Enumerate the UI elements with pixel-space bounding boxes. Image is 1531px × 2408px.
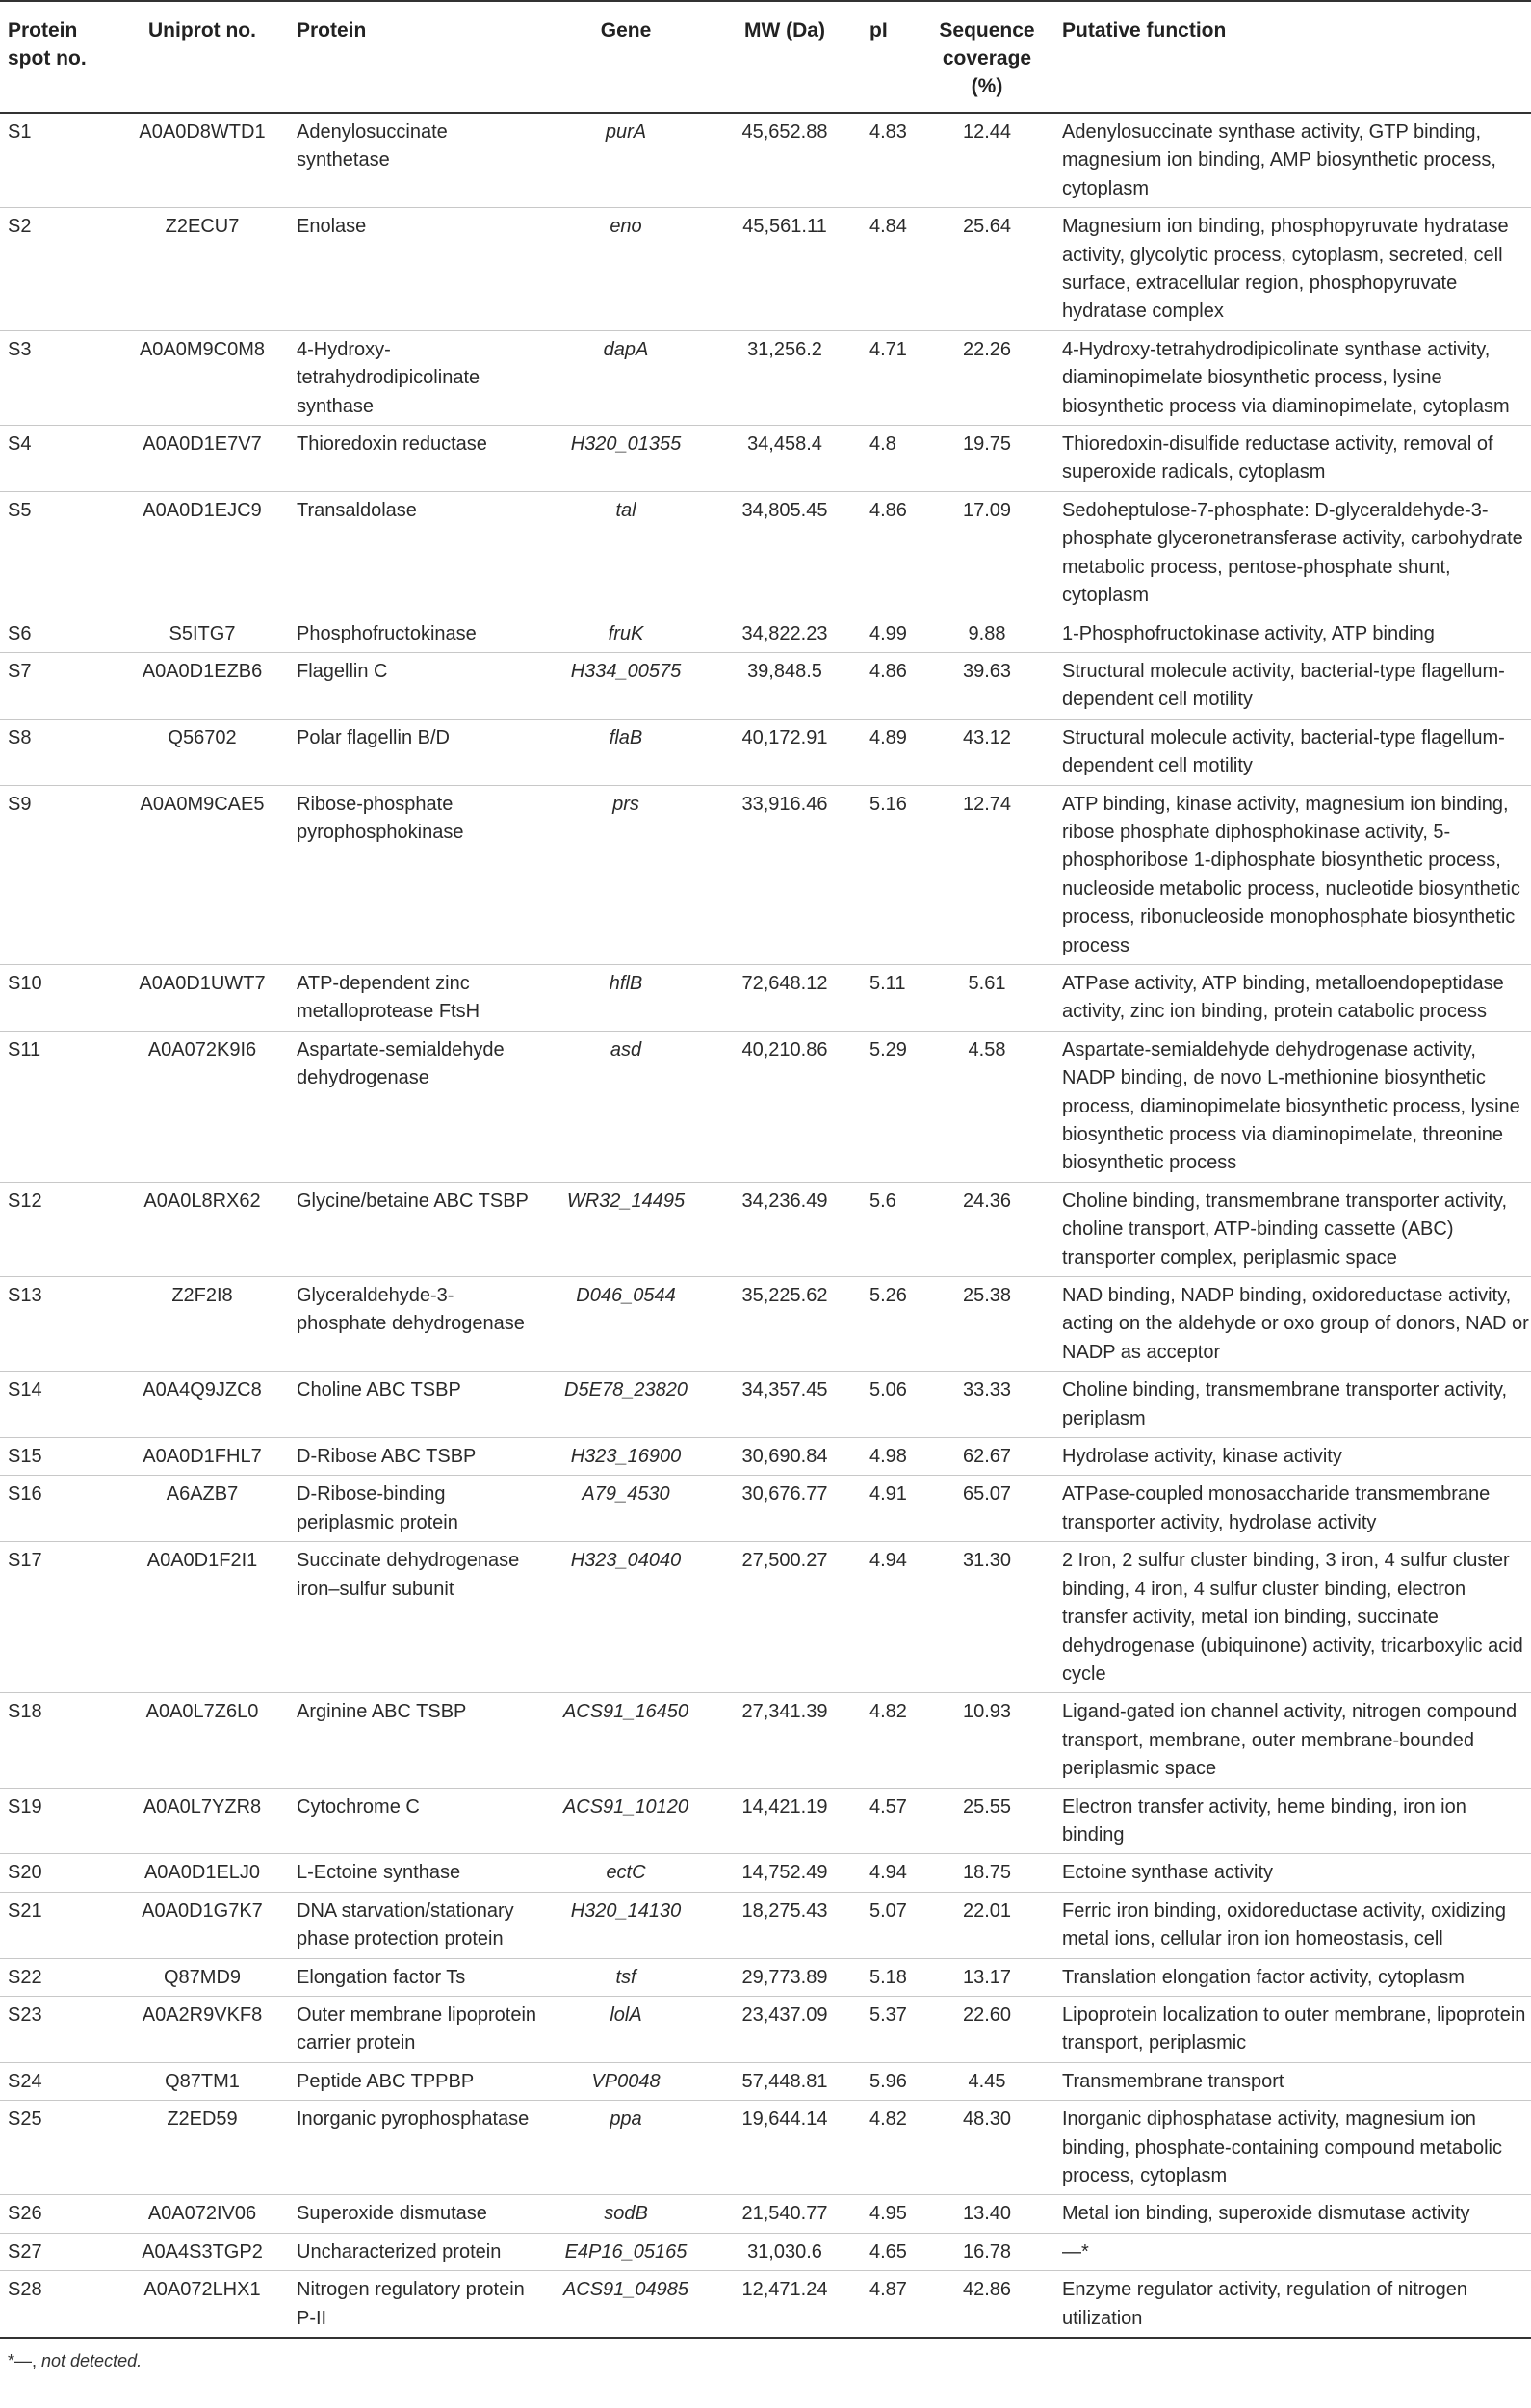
cell-coverage: 65.07 — [920, 1476, 1054, 1542]
cell-mw: 40,172.91 — [708, 719, 862, 785]
cell-protein: Superoxide dismutase — [289, 2195, 544, 2233]
cell-gene: H320_01355 — [544, 426, 708, 492]
cell-function: ATP binding, kinase activity, magnesium ion binding, ribose phosphate diphosphokinase activity, 5-phosphoribose 1-diphosphate biosynthetic process, nucleoside metabolic process, nucleotide biosynthetic process, ribonucleoside monophosphate biosynthetic process — [1054, 785, 1531, 964]
cell-coverage: 39.63 — [920, 652, 1054, 719]
cell-mw: 12,471.24 — [708, 2271, 862, 2338]
cell-coverage: 48.30 — [920, 2101, 1054, 2195]
cell-uniprot: Q56702 — [116, 719, 289, 785]
table-row — [0, 719, 1531, 785]
cell-function: Translation elongation factor activity, cytoplasm — [1054, 1958, 1531, 1996]
cell-coverage: 24.36 — [920, 1182, 1054, 1276]
table-row — [0, 1182, 1531, 1276]
cell-mw: 23,437.09 — [708, 1996, 862, 2062]
cell-uniprot: Z2ED59 — [116, 2101, 289, 2195]
cell-coverage: 43.12 — [920, 719, 1054, 785]
cell-protein: Nitrogen regulatory protein P-II — [289, 2271, 544, 2338]
cell-uniprot: S5ITG7 — [116, 615, 289, 652]
cell-pi: 4.84 — [862, 208, 920, 331]
cell-spot: S4 — [0, 426, 116, 492]
cell-pi: 4.86 — [862, 491, 920, 615]
cell-gene: ectC — [544, 1854, 708, 1892]
cell-pi: 4.71 — [862, 330, 920, 425]
cell-gene: H323_04040 — [544, 1542, 708, 1693]
cell-protein: Glycine/betaine ABC TSBP — [289, 1182, 544, 1276]
cell-gene: flaB — [544, 719, 708, 785]
cell-pi: 5.11 — [862, 964, 920, 1031]
table-row — [0, 330, 1531, 425]
cell-pi: 5.6 — [862, 1182, 920, 1276]
cell-gene: ACS91_10120 — [544, 1788, 708, 1854]
cell-pi: 5.06 — [862, 1372, 920, 1438]
cell-gene: dapA — [544, 330, 708, 425]
cell-spot: S9 — [0, 785, 116, 964]
table-row — [0, 1996, 1531, 2062]
cell-protein: Aspartate-semialdehyde dehydrogenase — [289, 1031, 544, 1182]
cell-uniprot: A0A0M9C0M8 — [116, 330, 289, 425]
cell-protein: D-Ribose-binding periplasmic protein — [289, 1476, 544, 1542]
cell-function: Metal ion binding, superoxide dismutase activity — [1054, 2195, 1531, 2233]
cell-gene: tal — [544, 491, 708, 615]
cell-spot: S5 — [0, 491, 116, 615]
cell-spot: S19 — [0, 1788, 116, 1854]
cell-coverage: 25.64 — [920, 208, 1054, 331]
cell-mw: 34,458.4 — [708, 426, 862, 492]
cell-pi: 4.65 — [862, 2233, 920, 2270]
cell-uniprot: Q87MD9 — [116, 1958, 289, 1996]
cell-gene: tsf — [544, 1958, 708, 1996]
cell-mw: 27,500.27 — [708, 1542, 862, 1693]
cell-function: Thioredoxin-disulfide reductase activity, removal of superoxide radicals, cytoplasm — [1054, 426, 1531, 492]
cell-pi: 4.86 — [862, 652, 920, 719]
cell-mw: 35,225.62 — [708, 1277, 862, 1372]
header-gene: Gene — [544, 1, 708, 113]
cell-protein: Elongation factor Ts — [289, 1958, 544, 1996]
table-row — [0, 2271, 1531, 2338]
cell-coverage: 25.38 — [920, 1277, 1054, 1372]
cell-gene: H323_16900 — [544, 1438, 708, 1476]
cell-protein: ATP-dependent zinc metalloprotease FtsH — [289, 964, 544, 1031]
cell-uniprot: A0A0L7YZR8 — [116, 1788, 289, 1854]
cell-gene: A79_4530 — [544, 1476, 708, 1542]
table-row — [0, 113, 1531, 208]
cell-spot: S26 — [0, 2195, 116, 2233]
cell-spot: S14 — [0, 1372, 116, 1438]
cell-pi: 4.89 — [862, 719, 920, 785]
cell-uniprot: A0A0D1ELJ0 — [116, 1854, 289, 1892]
cell-spot: S6 — [0, 615, 116, 652]
table-body — [0, 113, 1531, 2338]
cell-mw: 18,275.43 — [708, 1892, 862, 1958]
cell-uniprot: A0A0M9CAE5 — [116, 785, 289, 964]
cell-uniprot: A0A4Q9JZC8 — [116, 1372, 289, 1438]
cell-uniprot: A0A072LHX1 — [116, 2271, 289, 2338]
cell-protein: Inorganic pyrophosphatase — [289, 2101, 544, 2195]
cell-coverage: 42.86 — [920, 2271, 1054, 2338]
cell-function: ATPase-coupled monosaccharide transmembrane transporter activity, hydrolase activity — [1054, 1476, 1531, 1542]
table-row — [0, 1892, 1531, 1958]
cell-mw: 30,676.77 — [708, 1476, 862, 1542]
cell-function: Hydrolase activity, kinase activity — [1054, 1438, 1531, 1476]
cell-function: Transmembrane transport — [1054, 2062, 1531, 2100]
cell-uniprot: A0A0D8WTD1 — [116, 113, 289, 208]
cell-gene: ACS91_04985 — [544, 2271, 708, 2338]
table-row — [0, 491, 1531, 615]
cell-gene: D5E78_23820 — [544, 1372, 708, 1438]
cell-protein: Cytochrome C — [289, 1788, 544, 1854]
cell-protein: Phosphofructokinase — [289, 615, 544, 652]
cell-spot: S7 — [0, 652, 116, 719]
table-row — [0, 1031, 1531, 1182]
cell-protein: Uncharacterized protein — [289, 2233, 544, 2270]
cell-pi: 5.18 — [862, 1958, 920, 1996]
cell-uniprot: Q87TM1 — [116, 2062, 289, 2100]
cell-protein: Glyceraldehyde-3-phosphate dehydrogenase — [289, 1277, 544, 1372]
cell-spot: S17 — [0, 1542, 116, 1693]
cell-coverage: 62.67 — [920, 1438, 1054, 1476]
table-row — [0, 2233, 1531, 2270]
cell-protein: Enolase — [289, 208, 544, 331]
cell-gene: E4P16_05165 — [544, 2233, 708, 2270]
cell-function: Magnesium ion binding, phosphopyruvate hydratase activity, glycolytic process, cytoplasm, secreted, cell surface, extracellular region, phosphopyruvate hydratase complex — [1054, 208, 1531, 331]
cell-gene: VP0048 — [544, 2062, 708, 2100]
table-row — [0, 1277, 1531, 1372]
cell-mw: 57,448.81 — [708, 2062, 862, 2100]
cell-spot: S28 — [0, 2271, 116, 2338]
table-row — [0, 1788, 1531, 1854]
cell-gene: lolA — [544, 1996, 708, 2062]
cell-mw: 34,357.45 — [708, 1372, 862, 1438]
cell-coverage: 13.40 — [920, 2195, 1054, 2233]
cell-gene: H334_00575 — [544, 652, 708, 719]
cell-mw: 40,210.86 — [708, 1031, 862, 1182]
cell-gene: hflB — [544, 964, 708, 1031]
cell-spot: S25 — [0, 2101, 116, 2195]
cell-protein: Outer membrane lipoprotein carrier protein — [289, 1996, 544, 2062]
cell-mw: 14,421.19 — [708, 1788, 862, 1854]
table-row — [0, 426, 1531, 492]
cell-spot: S20 — [0, 1854, 116, 1892]
cell-function: Structural molecule activity, bacterial-type flagellum-dependent cell motility — [1054, 652, 1531, 719]
cell-pi: 4.98 — [862, 1438, 920, 1476]
cell-mw: 19,644.14 — [708, 2101, 862, 2195]
table-row — [0, 1476, 1531, 1542]
cell-mw: 31,030.6 — [708, 2233, 862, 2270]
cell-uniprot: A0A0L8RX62 — [116, 1182, 289, 1276]
cell-uniprot: A0A0L7Z6L0 — [116, 1693, 289, 1788]
cell-protein: DNA starvation/stationary phase protection protein — [289, 1892, 544, 1958]
header-protein: Protein — [289, 1, 544, 113]
cell-uniprot: A0A0D1UWT7 — [116, 964, 289, 1031]
cell-gene: H320_14130 — [544, 1892, 708, 1958]
cell-mw: 21,540.77 — [708, 2195, 862, 2233]
cell-uniprot: A0A0D1E7V7 — [116, 426, 289, 492]
cell-protein: Thioredoxin reductase — [289, 426, 544, 492]
cell-pi: 5.16 — [862, 785, 920, 964]
cell-protein: Arginine ABC TSBP — [289, 1693, 544, 1788]
cell-gene: fruK — [544, 615, 708, 652]
table-row — [0, 2101, 1531, 2195]
cell-uniprot: A0A0D1EZB6 — [116, 652, 289, 719]
cell-function: Lipoprotein localization to outer membrane, lipoprotein transport, periplasmic — [1054, 1996, 1531, 2062]
cell-function: Structural molecule activity, bacterial-type flagellum-dependent cell motility — [1054, 719, 1531, 785]
cell-protein: Adenylosuccinate synthetase — [289, 113, 544, 208]
cell-gene: ACS91_16450 — [544, 1693, 708, 1788]
cell-protein: Succinate dehydrogenase iron–sulfur subunit — [289, 1542, 544, 1693]
cell-coverage: 22.60 — [920, 1996, 1054, 2062]
cell-pi: 4.94 — [862, 1854, 920, 1892]
table-footnote — [0, 2339, 1531, 2383]
cell-function: Enzyme regulator activity, regulation of nitrogen utilization — [1054, 2271, 1531, 2338]
cell-spot: S3 — [0, 330, 116, 425]
cell-coverage: 22.01 — [920, 1892, 1054, 1958]
cell-pi: 4.8 — [862, 426, 920, 492]
cell-coverage: 16.78 — [920, 2233, 1054, 2270]
cell-coverage: 18.75 — [920, 1854, 1054, 1892]
cell-pi: 5.07 — [862, 1892, 920, 1958]
cell-uniprot: A0A0D1FHL7 — [116, 1438, 289, 1476]
cell-coverage: 4.58 — [920, 1031, 1054, 1182]
footnote-text: not detected. — [41, 2351, 143, 2371]
cell-protein: Flagellin C — [289, 652, 544, 719]
cell-spot: S22 — [0, 1958, 116, 1996]
cell-coverage: 12.44 — [920, 113, 1054, 208]
cell-mw: 29,773.89 — [708, 1958, 862, 1996]
header-uniprot: Uniprot no. — [116, 1, 289, 113]
cell-pi: 4.83 — [862, 113, 920, 208]
table-row — [0, 964, 1531, 1031]
cell-coverage: 25.55 — [920, 1788, 1054, 1854]
cell-spot: S8 — [0, 719, 116, 785]
cell-uniprot: A0A072IV06 — [116, 2195, 289, 2233]
cell-function: —* — [1054, 2233, 1531, 2270]
cell-uniprot: A0A2R9VKF8 — [116, 1996, 289, 2062]
header-mw: MW (Da) — [708, 1, 862, 113]
cell-function: Ectoine synthase activity — [1054, 1854, 1531, 1892]
cell-mw: 14,752.49 — [708, 1854, 862, 1892]
cell-mw: 34,805.45 — [708, 491, 862, 615]
cell-pi: 5.29 — [862, 1031, 920, 1182]
cell-function: Choline binding, transmembrane transporter activity, periplasm — [1054, 1372, 1531, 1438]
cell-spot: S12 — [0, 1182, 116, 1276]
cell-pi: 4.91 — [862, 1476, 920, 1542]
table-row — [0, 785, 1531, 964]
cell-gene: ppa — [544, 2101, 708, 2195]
cell-uniprot: Z2F2I8 — [116, 1277, 289, 1372]
cell-pi: 4.82 — [862, 2101, 920, 2195]
cell-mw: 31,256.2 — [708, 330, 862, 425]
cell-pi: 4.87 — [862, 2271, 920, 2338]
cell-gene: prs — [544, 785, 708, 964]
cell-function: Adenylosuccinate synthase activity, GTP binding, magnesium ion binding, AMP biosynthetic process, cytoplasm — [1054, 113, 1531, 208]
table-header-row — [0, 1, 1531, 113]
cell-mw: 33,916.46 — [708, 785, 862, 964]
cell-function: 4-Hydroxy-tetrahydrodipicolinate synthase activity, diaminopimelate biosynthetic process, lysine biosynthetic process via diaminopimelate, cytoplasm — [1054, 330, 1531, 425]
cell-mw: 39,848.5 — [708, 652, 862, 719]
cell-spot: S21 — [0, 1892, 116, 1958]
cell-spot: S24 — [0, 2062, 116, 2100]
cell-mw: 45,561.11 — [708, 208, 862, 331]
table-row — [0, 615, 1531, 652]
cell-spot: S1 — [0, 113, 116, 208]
cell-coverage: 12.74 — [920, 785, 1054, 964]
cell-mw: 30,690.84 — [708, 1438, 862, 1476]
cell-protein: Ribose-phosphate pyrophosphokinase — [289, 785, 544, 964]
cell-pi: 4.99 — [862, 615, 920, 652]
cell-pi: 5.37 — [862, 1996, 920, 2062]
cell-spot: S13 — [0, 1277, 116, 1372]
cell-function: 1-Phosphofructokinase activity, ATP binding — [1054, 615, 1531, 652]
cell-mw: 72,648.12 — [708, 964, 862, 1031]
cell-mw: 45,652.88 — [708, 113, 862, 208]
cell-gene: WR32_14495 — [544, 1182, 708, 1276]
table-row — [0, 652, 1531, 719]
footnote-marker: *—, — [8, 2351, 42, 2371]
cell-function: Ferric iron binding, oxidoreductase activity, oxidizing metal ions, cellular iron ion homeostasis, cell — [1054, 1892, 1531, 1958]
cell-coverage: 33.33 — [920, 1372, 1054, 1438]
table-row — [0, 2062, 1531, 2100]
cell-coverage: 17.09 — [920, 491, 1054, 615]
cell-function: Ligand-gated ion channel activity, nitrogen compound transport, membrane, outer membrane-bounded periplasmic space — [1054, 1693, 1531, 1788]
cell-coverage: 10.93 — [920, 1693, 1054, 1788]
table-row — [0, 1854, 1531, 1892]
table-row — [0, 1958, 1531, 1996]
cell-gene: asd — [544, 1031, 708, 1182]
cell-spot: S27 — [0, 2233, 116, 2270]
table-row — [0, 1438, 1531, 1476]
cell-coverage: 31.30 — [920, 1542, 1054, 1693]
cell-mw: 34,236.49 — [708, 1182, 862, 1276]
cell-uniprot: A6AZB7 — [116, 1476, 289, 1542]
cell-gene: D046_0544 — [544, 1277, 708, 1372]
cell-spot: S10 — [0, 964, 116, 1031]
cell-coverage: 4.45 — [920, 2062, 1054, 2100]
cell-pi: 4.57 — [862, 1788, 920, 1854]
cell-gene: eno — [544, 208, 708, 331]
cell-coverage: 9.88 — [920, 615, 1054, 652]
cell-spot: S18 — [0, 1693, 116, 1788]
cell-spot: S15 — [0, 1438, 116, 1476]
cell-uniprot: A0A0D1F2I1 — [116, 1542, 289, 1693]
cell-function: 2 Iron, 2 sulfur cluster binding, 3 iron, 4 sulfur cluster binding, 4 iron, 4 sulfur cluster binding, electron transfer activity, metal ion binding, succinate dehydrogenase (ubiquinone) activity, tricarboxylic acid cycle — [1054, 1542, 1531, 1693]
cell-uniprot: A0A0D1G7K7 — [116, 1892, 289, 1958]
header-coverage: Sequence coverage (%) — [920, 1, 1054, 113]
cell-pi: 5.96 — [862, 2062, 920, 2100]
cell-spot: S2 — [0, 208, 116, 331]
cell-coverage: 13.17 — [920, 1958, 1054, 1996]
table-row — [0, 1542, 1531, 1693]
cell-protein: D-Ribose ABC TSBP — [289, 1438, 544, 1476]
table-row — [0, 2195, 1531, 2233]
cell-protein: Polar flagellin B/D — [289, 719, 544, 785]
cell-spot: S16 — [0, 1476, 116, 1542]
cell-uniprot: A0A4S3TGP2 — [116, 2233, 289, 2270]
cell-mw: 34,822.23 — [708, 615, 862, 652]
cell-function: Inorganic diphosphatase activity, magnesium ion binding, phosphate-containing compound metabolic process, cytoplasm — [1054, 2101, 1531, 2195]
cell-pi: 4.94 — [862, 1542, 920, 1693]
cell-protein: Choline ABC TSBP — [289, 1372, 544, 1438]
table-row — [0, 1372, 1531, 1438]
cell-spot: S11 — [0, 1031, 116, 1182]
cell-protein: L-Ectoine synthase — [289, 1854, 544, 1892]
cell-mw: 27,341.39 — [708, 1693, 862, 1788]
cell-pi: 4.95 — [862, 2195, 920, 2233]
cell-uniprot: A0A0D1EJC9 — [116, 491, 289, 615]
cell-pi: 5.26 — [862, 1277, 920, 1372]
cell-coverage: 19.75 — [920, 426, 1054, 492]
table-row — [0, 1693, 1531, 1788]
cell-protein: Peptide ABC TPPBP — [289, 2062, 544, 2100]
cell-function: ATPase activity, ATP binding, metalloendopeptidase activity, zinc ion binding, protein catabolic process — [1054, 964, 1531, 1031]
cell-gene: purA — [544, 113, 708, 208]
cell-function: NAD binding, NADP binding, oxidoreductase activity, acting on the aldehyde or oxo group of donors, NAD or NADP as acceptor — [1054, 1277, 1531, 1372]
cell-function: Sedoheptulose-7-phosphate: D-glyceraldehyde-3-phosphate glyceronetransferase activity, carbohydrate metabolic process, pentose-phosphate shunt, cytoplasm — [1054, 491, 1531, 615]
table-row — [0, 208, 1531, 331]
cell-function: Electron transfer activity, heme binding, iron ion binding — [1054, 1788, 1531, 1854]
cell-protein: Transaldolase — [289, 491, 544, 615]
cell-coverage: 5.61 — [920, 964, 1054, 1031]
header-pi: pI — [862, 1, 920, 113]
header-spot: Protein spot no. — [0, 1, 116, 113]
cell-spot: S23 — [0, 1996, 116, 2062]
cell-gene: sodB — [544, 2195, 708, 2233]
header-function: Putative function — [1054, 1, 1531, 113]
cell-function: Choline binding, transmembrane transporter activity, choline transport, ATP-binding cassette (ABC) transporter complex, periplasmic space — [1054, 1182, 1531, 1276]
cell-coverage: 22.26 — [920, 330, 1054, 425]
cell-uniprot: A0A072K9I6 — [116, 1031, 289, 1182]
cell-pi: 4.82 — [862, 1693, 920, 1788]
cell-function: Aspartate-semialdehyde dehydrogenase activity, NADP binding, de novo L-methionine biosynthetic process, diaminopimelate biosynthetic process, lysine biosynthetic process via diaminopimelate, threonine biosynthetic process — [1054, 1031, 1531, 1182]
cell-protein: 4-Hydroxy-tetrahydrodipicolinate synthase — [289, 330, 544, 425]
cell-uniprot: Z2ECU7 — [116, 208, 289, 331]
